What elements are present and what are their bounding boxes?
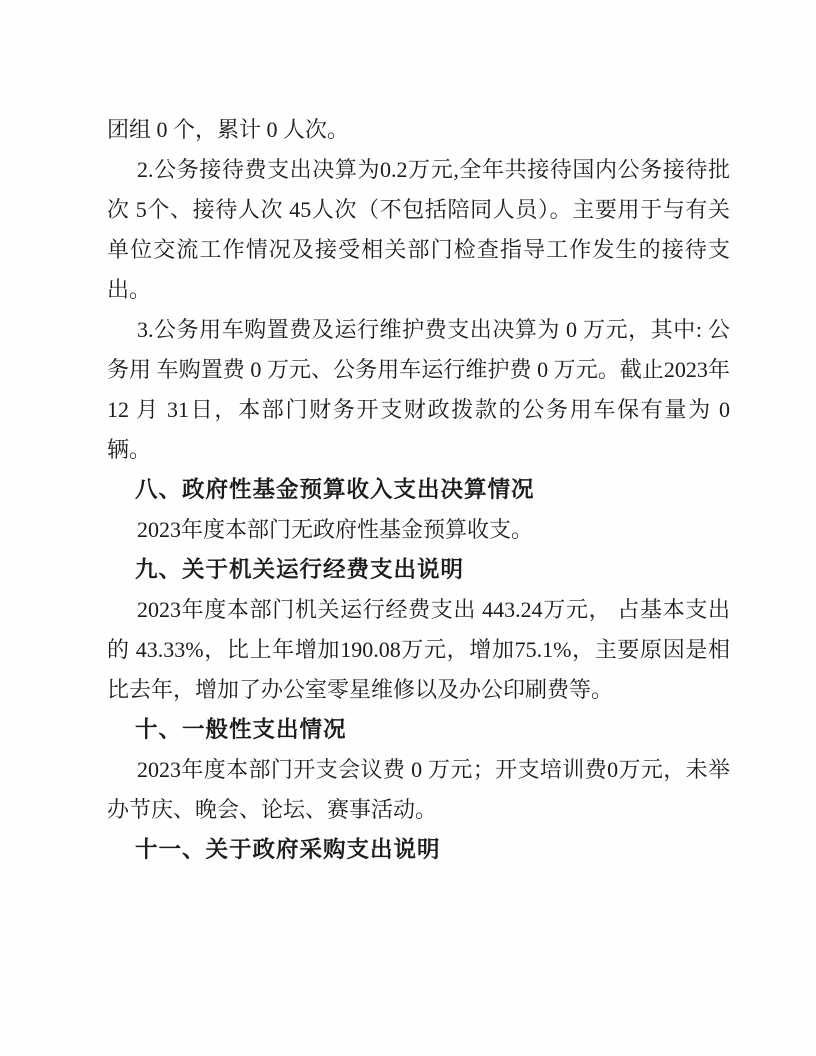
paragraph: 2023年度本部门开支会议费 0 万元；开支培训费0万元，未举办节庆、晚会、论坛、赛事活动。 <box>107 757 730 822</box>
paragraph: 3.公务用车购置费及运行维护费支出决算为 0 万元，其中: 公务用 车购置费 0 万元、公务用车运行维护费 0 万元。截止2023年 12 月 31日，本部门财务开支财政拨款的公务用车保有量为 0 辆。 <box>107 317 730 462</box>
section-heading: 八、政府性基金预算收入支出决算情况 <box>135 477 535 502</box>
section-heading: 十、一般性支出情况 <box>135 717 347 742</box>
section-heading: 十一、关于政府采购支出说明 <box>135 837 441 862</box>
paragraph: 2.公务接待费支出决算为0.2万元,全年共接待国内公务接待批 次 5个、接待人次 45人次（不包括陪同人员）。主要用于与有关单位交流工作情况及接受相关部门检查指导工作发生的接待支出。 <box>107 157 730 302</box>
section-heading: 九、关于机关运行经费支出说明 <box>135 557 465 582</box>
paragraph: 团组 0 个，累计 0 人次。 <box>107 117 350 142</box>
paragraph: 2023年度本部门无政府性基金预算收支。 <box>137 517 534 542</box>
paragraph: 2023年度本部门机关运行经费支出 443.24万元， 占基本支出的 43.33%，比上年增加190.08万元，增加75.1%，主要原因是相比去年，增加了办公室零星维修以及办公印刷费等。 <box>107 597 730 702</box>
document-body <box>107 110 730 870</box>
